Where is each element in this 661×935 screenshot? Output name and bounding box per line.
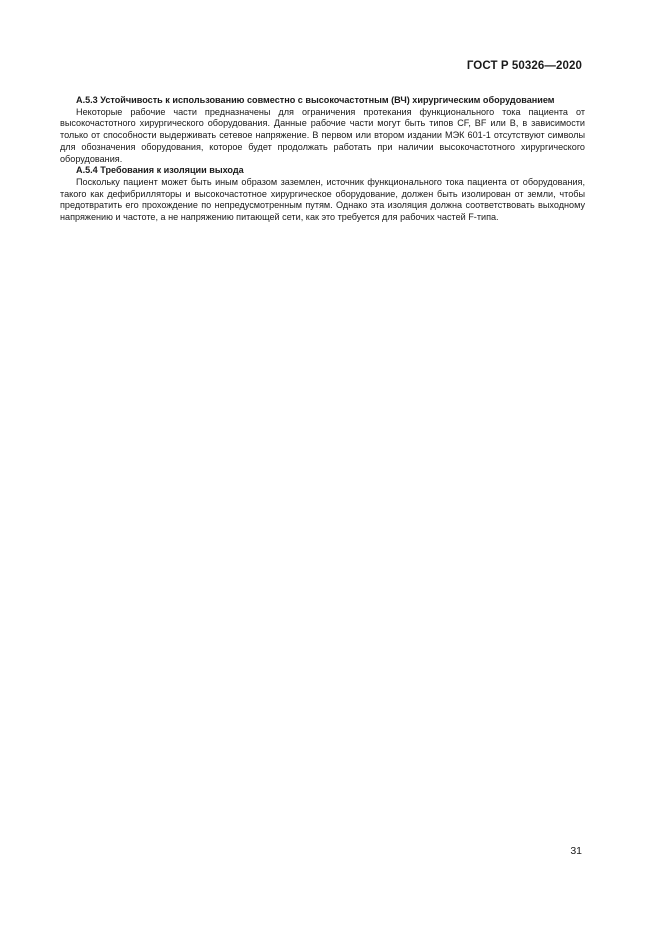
document-code: ГОСТ Р 50326—2020 bbox=[466, 60, 582, 72]
section-paragraph-a54: Поскольку пациент может быть иным образом заземлен, источник функционального тока пациента от оборудования, такого как дефибрилляторы и высокочастотное хирургическое оборудование, должен быть изолирован от земли, чтобы предотвратить его прохождение по непредусмотренным путям. Однако эта изоляция должна соответствовать выходному напряжению и частоте, а не напряжению питающей сети, как это требуется для рабочих частей F-типа. bbox=[60, 176, 585, 223]
document-body bbox=[60, 95, 585, 224]
section-heading-a54: А.5.4 Требования к изоляции выхода bbox=[76, 165, 244, 176]
section-heading-a53: А.5.3 Устойчивость к использованию совместно с высокочастотным (ВЧ) хирургическим оборудованием bbox=[76, 95, 555, 105]
section-paragraph-a53: Некоторые рабочие части предназначены для ограничения протекания функционального тока пациента от высокочастотного хирургического оборудования. Данные рабочие части могут быть типов CF, BF или B, в зависимости только от способности выдерживать сетевое напряжение. В первом или втором издании МЭК 601-1 отсутствуют символы для обозначения оборудования, которое будет продолжать работать при наличии высокочастотного хирургического оборудования. bbox=[60, 106, 585, 164]
page-number: 31 bbox=[570, 845, 582, 857]
